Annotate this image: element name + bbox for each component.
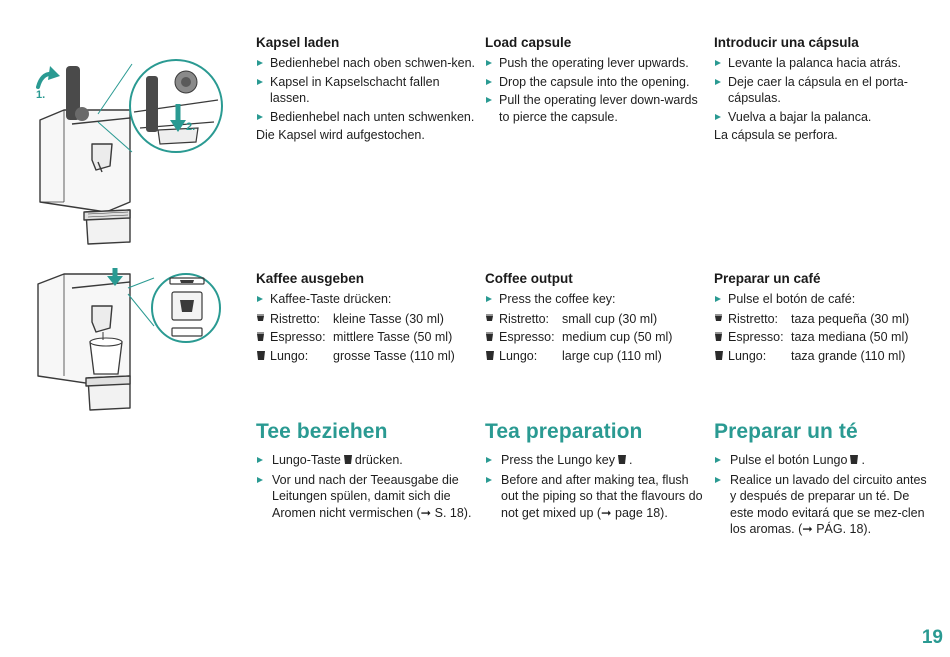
coffee-output-es xyxy=(714,271,936,365)
step-list xyxy=(485,452,707,521)
cup-name: Ristretto: xyxy=(728,311,779,326)
step-list xyxy=(714,291,936,308)
step-item: Bedienhebel nach unten schwenken. xyxy=(256,109,478,126)
page-number: 19 xyxy=(921,627,943,648)
lungo-cup-icon xyxy=(343,453,353,470)
espresso-cup-icon xyxy=(714,328,728,347)
cup-size-desc: small cup (30 ml) xyxy=(562,311,658,326)
step-list xyxy=(485,291,707,308)
cup-size-desc: taza pequeña (30 ml) xyxy=(791,311,910,326)
section-heading: Introducir una cápsula xyxy=(714,35,859,50)
cup-size-desc: large cup (110 ml) xyxy=(562,348,662,363)
step-item: Realice un lavado del circuito antes y después de preparar un té. De este modo evitará que se mez-clen los aromas. (➞ PÁG. 18). xyxy=(714,472,936,538)
cup-size-desc: taza mediana (50 ml) xyxy=(791,330,909,344)
cup-row-lungo xyxy=(714,347,936,366)
coffee-output-en xyxy=(485,271,707,365)
step-item: Bedienhebel nach oben schwen-ken. xyxy=(256,55,478,72)
cup-name: Espresso: xyxy=(270,330,326,344)
step-item xyxy=(714,452,936,470)
step-list xyxy=(714,452,936,538)
cup-size-desc: mittlere Tasse (50 ml) xyxy=(333,330,453,344)
section-heading: Preparar un café xyxy=(714,271,821,286)
lungo-cup-icon xyxy=(849,453,859,470)
step-item: Vuelva a bajar la palanca. xyxy=(714,109,936,126)
section-heading: Kapsel laden xyxy=(256,35,340,50)
cup-row-espresso xyxy=(256,328,478,347)
cup-row-espresso xyxy=(714,328,936,347)
cup-size-desc: medium cup (50 ml) xyxy=(562,330,673,344)
tea-en xyxy=(485,420,707,523)
coffee-output-illustration xyxy=(30,268,225,418)
step-item: Kapsel in Kapselschacht fallen lassen. xyxy=(256,74,478,107)
tea-heading: Tea preparation xyxy=(485,420,643,443)
step-item: Pulse el botón de café: xyxy=(714,291,936,308)
ristretto-cup-icon xyxy=(485,310,499,329)
tea-heading: Preparar un té xyxy=(714,420,858,443)
coffee-output-de xyxy=(256,271,478,365)
step-text: Lungo-Taste xyxy=(272,453,341,467)
ristretto-cup-icon xyxy=(714,310,728,329)
step-list xyxy=(256,452,478,521)
section-heading: Load capsule xyxy=(485,35,572,50)
step-item: Press the coffee key: xyxy=(485,291,707,308)
result-note: Die Kapsel wird aufgestochen. xyxy=(256,128,425,142)
step-item: Pull the operating lever down-wards to pierce the capsule. xyxy=(485,92,707,125)
step-item: Levante la palanca hacia atrás. xyxy=(714,55,936,72)
step-item: Deje caer la cápsula en el porta-cápsulas. xyxy=(714,74,936,107)
step-text: drücken. xyxy=(354,453,403,467)
cup-name: Espresso: xyxy=(728,330,784,344)
cup-name: Ristretto: xyxy=(270,311,321,326)
step-item xyxy=(485,452,707,470)
cup-size-list xyxy=(714,310,936,366)
step1-label: 1. xyxy=(36,89,46,101)
cup-size-list xyxy=(485,310,707,366)
cup-row-ristretto xyxy=(256,310,478,329)
tea-de xyxy=(256,420,478,523)
tea-es xyxy=(714,420,936,540)
espresso-cup-icon xyxy=(485,328,499,347)
cup-size-list xyxy=(256,310,478,366)
cup-size-desc: kleine Tasse (30 ml) xyxy=(333,311,444,326)
step-list xyxy=(485,55,707,125)
result-note: La cápsula se perfora. xyxy=(714,128,838,142)
lungo-cup-icon xyxy=(714,347,728,366)
cup-name: Lungo: xyxy=(499,348,538,363)
load-capsule-de xyxy=(256,35,478,144)
ristretto-cup-icon xyxy=(256,310,270,329)
step-item: Drop the capsule into the opening. xyxy=(485,74,707,91)
cup-name: Lungo: xyxy=(728,348,767,363)
espresso-cup-icon xyxy=(256,328,270,347)
lungo-cup-icon xyxy=(256,347,270,366)
step-item: Kaffee-Taste drücken: xyxy=(256,291,478,308)
capsule-loading-illustration xyxy=(28,52,228,252)
step-item: Before and after making tea, flush out the piping so that the flavours do not get mixed up (➞ page 18). xyxy=(485,472,707,522)
step-item xyxy=(256,452,478,470)
step-text: . xyxy=(628,453,633,467)
cup-row-ristretto xyxy=(485,310,707,329)
cup-row-lungo xyxy=(256,347,478,366)
cup-name: Espresso: xyxy=(499,330,555,344)
cup-row-lungo xyxy=(485,347,707,366)
tea-heading: Tee beziehen xyxy=(256,420,388,443)
cup-row-ristretto xyxy=(714,310,936,329)
step-list xyxy=(256,55,478,125)
load-capsule-en xyxy=(485,35,707,127)
step-text: Press the Lungo key xyxy=(501,453,615,467)
cup-name: Lungo: xyxy=(270,348,309,363)
cup-size-desc: grosse Tasse (110 ml) xyxy=(333,348,455,363)
lungo-cup-icon xyxy=(617,453,627,470)
lungo-cup-icon xyxy=(485,347,499,366)
step2-label: 2. xyxy=(186,121,196,133)
section-heading: Coffee output xyxy=(485,271,573,286)
cup-row-espresso xyxy=(485,328,707,347)
step-text: Pulse el botón Lungo xyxy=(730,453,848,467)
cup-size-desc: taza grande (110 ml) xyxy=(791,348,906,363)
step-list xyxy=(256,291,478,308)
cup-name: Ristretto: xyxy=(499,311,550,326)
step-list xyxy=(714,55,936,125)
load-capsule-es xyxy=(714,35,936,144)
step-item: Push the operating lever upwards. xyxy=(485,55,707,72)
step-text: . xyxy=(861,453,865,467)
section-heading: Kaffee ausgeben xyxy=(256,271,365,286)
step-item: Vor und nach der Teeausgabe die Leitungen spülen, damit sich die Aromen nicht vermischen (➞ S. 18). xyxy=(256,472,478,522)
